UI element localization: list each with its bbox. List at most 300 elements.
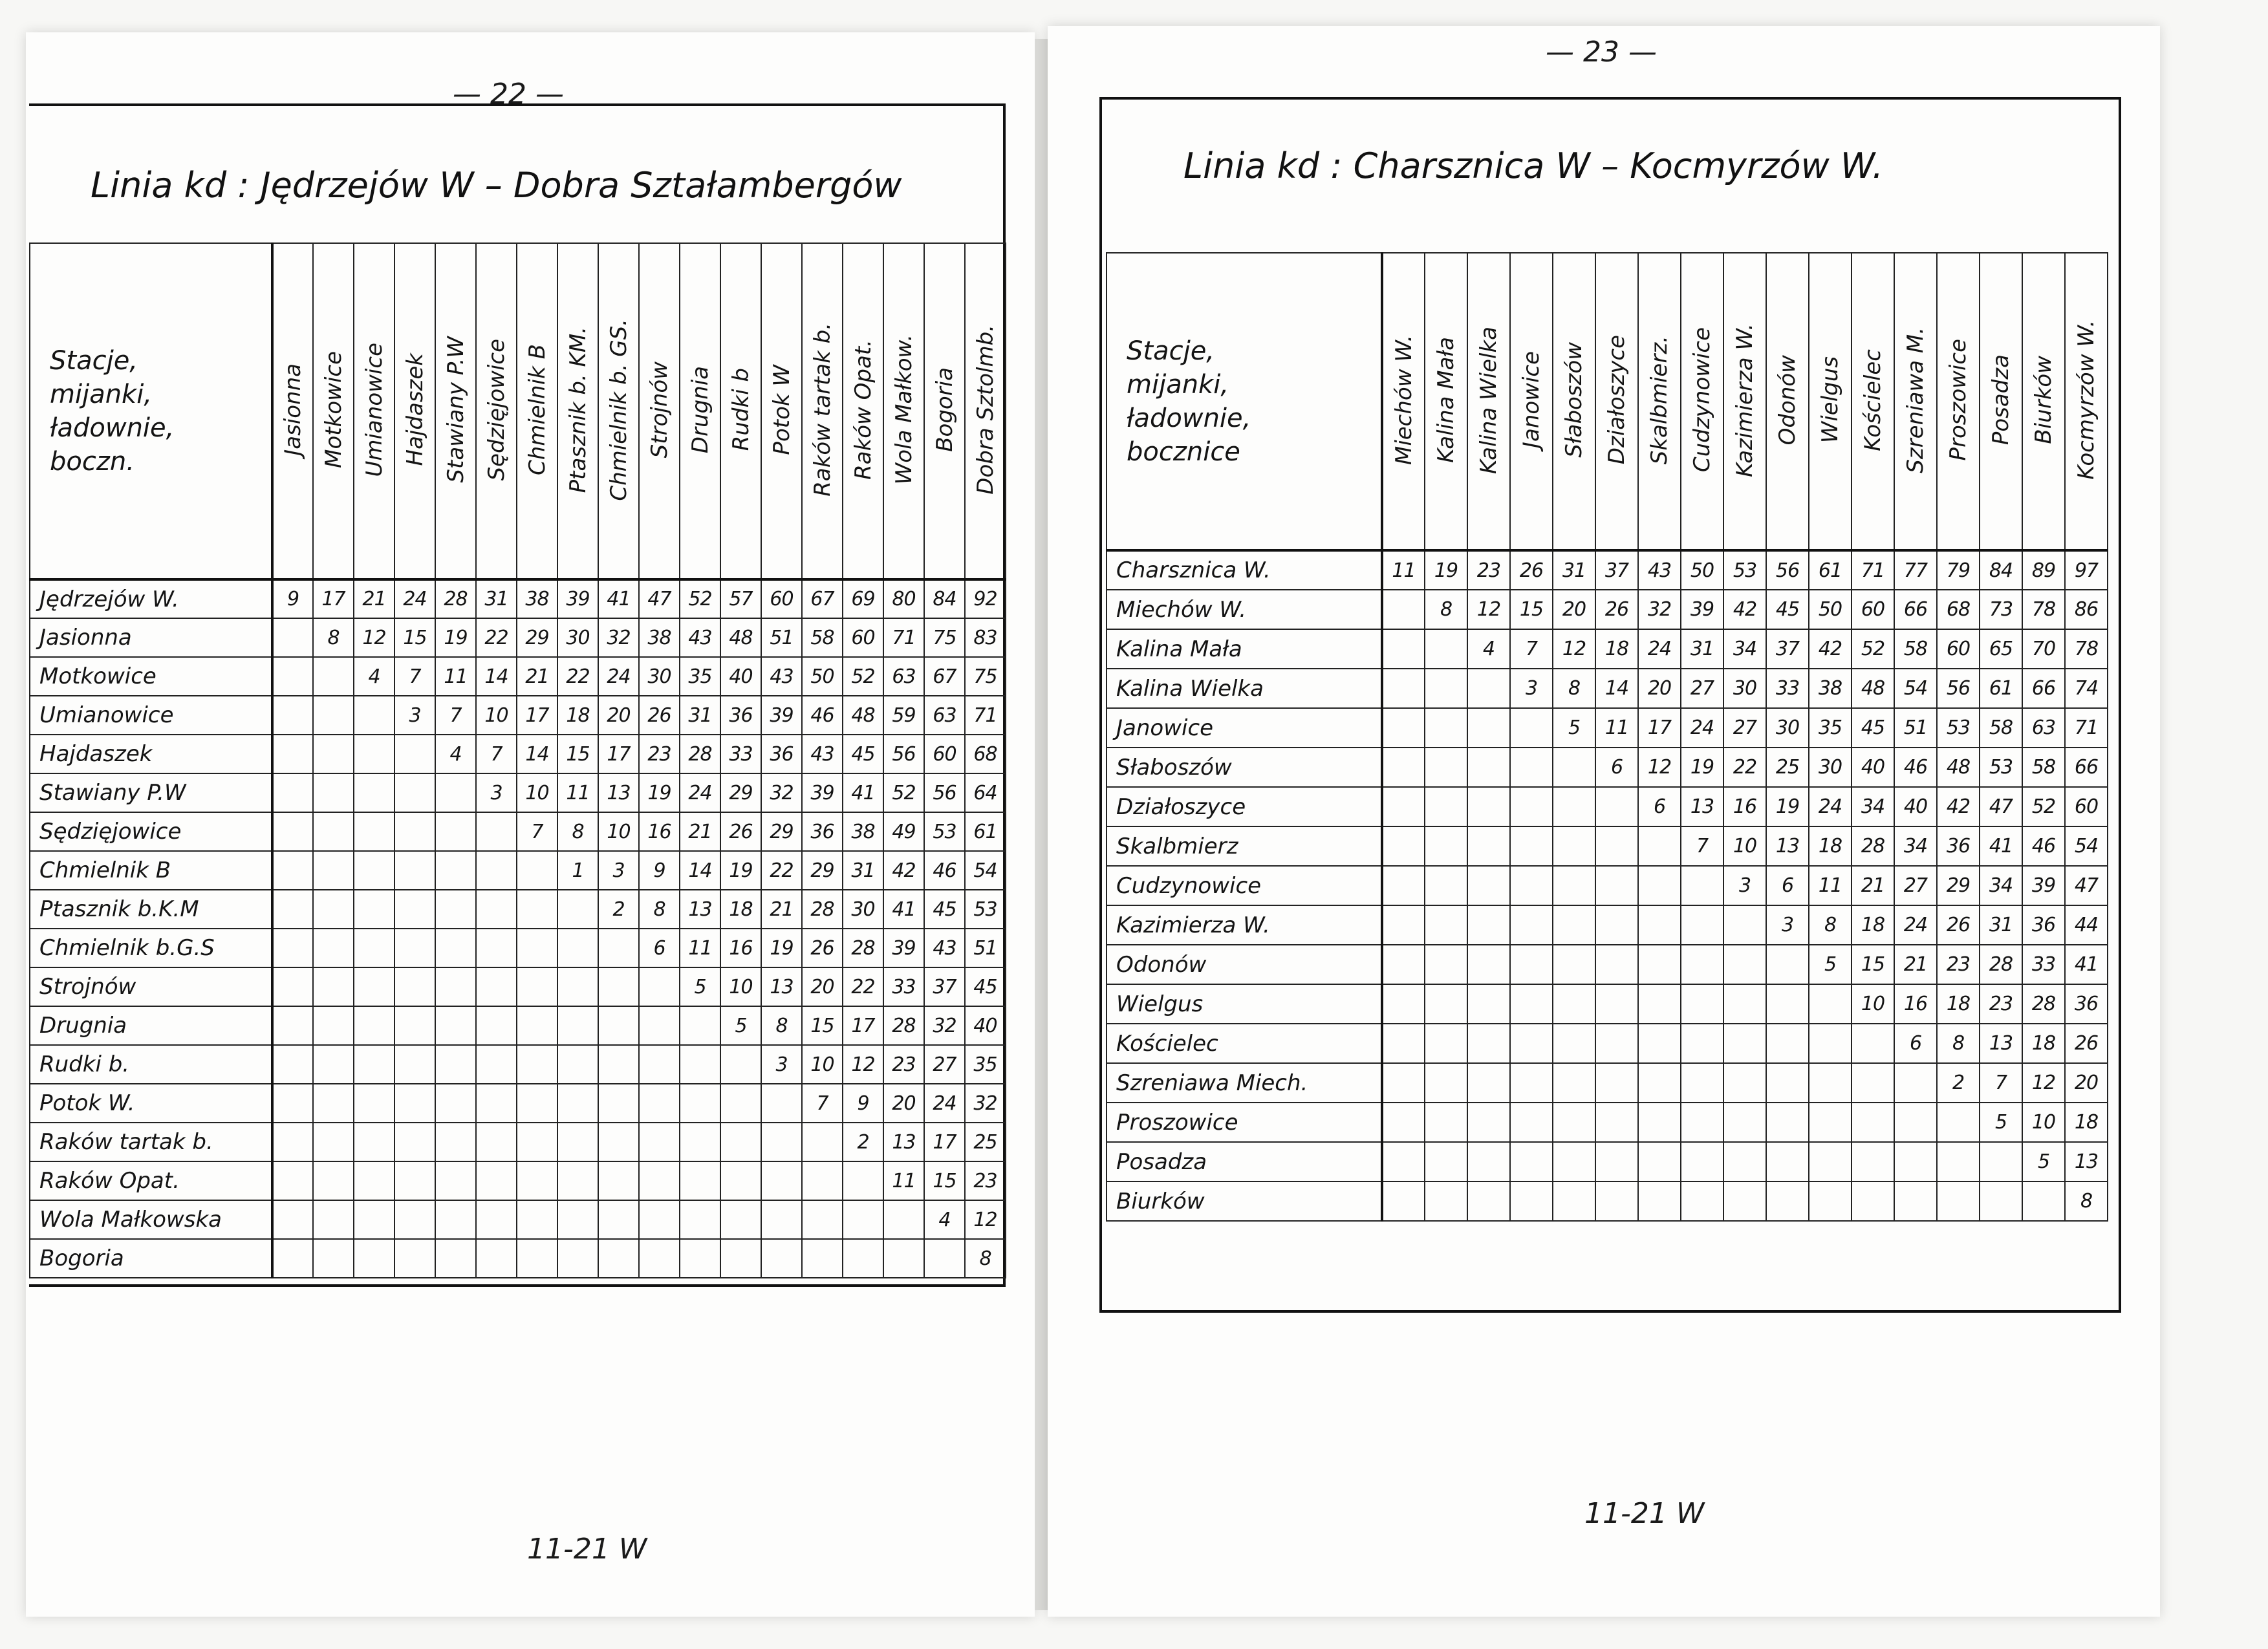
- empty-cell: [761, 1200, 802, 1239]
- distance-cell: 43: [1638, 550, 1681, 590]
- distance-cell: 39: [883, 929, 924, 967]
- empty-cell: [313, 773, 354, 812]
- empty-cell: [1510, 748, 1553, 787]
- distance-cell: 35: [680, 657, 720, 696]
- empty-cell: [313, 696, 354, 735]
- empty-cell: [1467, 787, 1510, 826]
- distance-cell: 5: [1980, 1103, 2022, 1142]
- table-row: [30, 1006, 1006, 1045]
- empty-cell: [435, 1239, 476, 1278]
- empty-cell: [1638, 984, 1681, 1024]
- distance-cell: 24: [1638, 629, 1681, 669]
- empty-cell: [1809, 1063, 1852, 1103]
- distance-cell: 71: [965, 696, 1006, 735]
- column-header: [883, 243, 924, 579]
- distance-cell: 46: [2022, 826, 2065, 866]
- distance-cell: 24: [924, 1084, 965, 1123]
- distance-cell: 15: [557, 735, 598, 773]
- distance-cell: 63: [883, 657, 924, 696]
- table-row: [1107, 1063, 2108, 1103]
- distance-cell: 52: [883, 773, 924, 812]
- column-header: [598, 243, 639, 579]
- empty-cell: [517, 929, 557, 967]
- empty-cell: [1553, 826, 1595, 866]
- distance-cell: 29: [1937, 866, 1980, 905]
- distance-cell: 19: [1425, 550, 1467, 590]
- empty-cell: [1467, 905, 1510, 945]
- empty-cell: [435, 1045, 476, 1084]
- empty-cell: [1809, 1142, 1852, 1181]
- distance-cell: 15: [1852, 945, 1894, 984]
- distance-cell: 6: [1595, 748, 1638, 787]
- empty-cell: [1382, 945, 1425, 984]
- column-header: [517, 243, 557, 579]
- empty-cell: [476, 1239, 517, 1278]
- distance-cell: 18: [557, 696, 598, 735]
- distance-cell: 35: [965, 1045, 1006, 1084]
- empty-cell: [394, 735, 435, 773]
- column-header-label: Chmielnik B: [524, 343, 550, 476]
- distance-cell: 25: [1766, 748, 1809, 787]
- distance-cell: 5: [1553, 708, 1595, 748]
- distance-cell: 11: [1595, 708, 1638, 748]
- distance-cell: 46: [924, 851, 965, 890]
- row-station-name: Działoszyce: [1107, 787, 1382, 826]
- empty-cell: [435, 1200, 476, 1239]
- empty-cell: [313, 929, 354, 967]
- empty-cell: [1766, 1181, 1809, 1221]
- empty-cell: [557, 890, 598, 929]
- distance-cell: 75: [965, 657, 1006, 696]
- empty-cell: [1425, 984, 1467, 1024]
- row-station-name: Umianowice: [30, 696, 272, 735]
- distance-cell: 20: [1638, 669, 1681, 708]
- column-header: [924, 243, 965, 579]
- distance-cell: 64: [965, 773, 1006, 812]
- distance-cell: 41: [2065, 945, 2108, 984]
- distance-cell: 21: [680, 812, 720, 851]
- distance-cell: 43: [802, 735, 843, 773]
- row-station-name: Kościelec: [1107, 1024, 1382, 1063]
- empty-cell: [1553, 1103, 1595, 1142]
- distance-cell: 78: [2022, 590, 2065, 629]
- distance-cell: 18: [1809, 826, 1852, 866]
- row-station-name: Kalina Wielka: [1107, 669, 1382, 708]
- row-station-name: Chmielnik B: [30, 851, 272, 890]
- empty-cell: [517, 890, 557, 929]
- empty-cell: [1766, 1024, 1809, 1063]
- empty-cell: [1382, 590, 1425, 629]
- empty-cell: [1638, 905, 1681, 945]
- empty-cell: [557, 1200, 598, 1239]
- empty-cell: [802, 1200, 843, 1239]
- empty-cell: [1595, 984, 1638, 1024]
- column-header-label: Kalina Wielka: [1476, 326, 1502, 474]
- distance-cell: 16: [720, 929, 761, 967]
- empty-cell: [1467, 945, 1510, 984]
- column-header: [2065, 253, 2108, 550]
- distance-cell: 31: [1553, 550, 1595, 590]
- distance-cell: 52: [2022, 787, 2065, 826]
- empty-cell: [1937, 1103, 1980, 1142]
- column-header-label: Potok W: [768, 364, 795, 455]
- empty-cell: [883, 1200, 924, 1239]
- empty-cell: [557, 967, 598, 1006]
- row-station-name: Miechów W.: [1107, 590, 1382, 629]
- empty-cell: [435, 851, 476, 890]
- empty-cell: [1638, 945, 1681, 984]
- empty-cell: [354, 851, 394, 890]
- row-station-name: Kazimierza W.: [1107, 905, 1382, 945]
- distance-cell: 29: [720, 773, 761, 812]
- distance-cell: 8: [1425, 590, 1467, 629]
- column-header-label: Motkowice: [320, 351, 347, 468]
- distance-cell: 56: [1937, 669, 1980, 708]
- empty-cell: [517, 851, 557, 890]
- empty-cell: [272, 1161, 313, 1200]
- distance-cell: 28: [435, 579, 476, 618]
- distance-cell: 24: [680, 773, 720, 812]
- left-distance-table: [29, 242, 1006, 1278]
- column-header-label: Kazimierza W.: [1732, 323, 1758, 477]
- distance-cell: 23: [1980, 984, 2022, 1024]
- distance-cell: 15: [802, 1006, 843, 1045]
- empty-cell: [1852, 1142, 1894, 1181]
- distance-cell: 5: [1809, 945, 1852, 984]
- distance-cell: 15: [1510, 590, 1553, 629]
- distance-cell: 48: [1852, 669, 1894, 708]
- distance-cell: 3: [394, 696, 435, 735]
- empty-cell: [720, 1239, 761, 1278]
- distance-cell: 17: [1638, 708, 1681, 748]
- distance-cell: 47: [2065, 866, 2108, 905]
- row-station-name: Charsznica W.: [1107, 550, 1382, 590]
- distance-cell: 31: [1681, 629, 1723, 669]
- empty-cell: [598, 1045, 639, 1084]
- distance-cell: 8: [761, 1006, 802, 1045]
- distance-cell: 13: [1681, 787, 1723, 826]
- distance-cell: 28: [883, 1006, 924, 1045]
- row-station-name: Biurków: [1107, 1181, 1382, 1221]
- table-row: [30, 579, 1006, 618]
- distance-cell: 26: [720, 812, 761, 851]
- empty-cell: [1595, 826, 1638, 866]
- empty-cell: [272, 929, 313, 967]
- empty-cell: [557, 929, 598, 967]
- distance-cell: 3: [1766, 905, 1809, 945]
- distance-cell: 41: [598, 579, 639, 618]
- column-header-label: Chmielnik b. GS.: [605, 318, 632, 501]
- empty-cell: [1382, 1103, 1425, 1142]
- distance-cell: 42: [1809, 629, 1852, 669]
- row-station-name: Hajdaszek: [30, 735, 272, 773]
- column-header: [843, 243, 883, 579]
- distance-cell: 12: [965, 1200, 1006, 1239]
- distance-cell: 10: [802, 1045, 843, 1084]
- empty-cell: [313, 1084, 354, 1123]
- empty-cell: [313, 1239, 354, 1278]
- empty-cell: [1467, 1142, 1510, 1181]
- empty-cell: [598, 929, 639, 967]
- table-row: [1107, 1103, 2108, 1142]
- empty-cell: [1467, 866, 1510, 905]
- empty-cell: [1553, 1181, 1595, 1221]
- distance-cell: 40: [1852, 748, 1894, 787]
- empty-cell: [1510, 1181, 1553, 1221]
- empty-cell: [476, 890, 517, 929]
- distance-cell: 54: [1894, 669, 1937, 708]
- distance-cell: 78: [2065, 629, 2108, 669]
- distance-cell: 24: [394, 579, 435, 618]
- distance-cell: 7: [1980, 1063, 2022, 1103]
- empty-cell: [272, 890, 313, 929]
- column-header-label: Działoszyce: [1604, 335, 1630, 465]
- empty-cell: [1852, 1181, 1894, 1221]
- distance-cell: 41: [1980, 826, 2022, 866]
- table-row: [1107, 550, 2108, 590]
- right-corner-label: [1107, 253, 1382, 550]
- distance-cell: 17: [843, 1006, 883, 1045]
- empty-cell: [639, 1045, 680, 1084]
- distance-cell: 80: [883, 579, 924, 618]
- empty-cell: [394, 1084, 435, 1123]
- column-header-label: Miechów W.: [1390, 334, 1417, 465]
- distance-cell: 5: [680, 967, 720, 1006]
- distance-cell: 40: [1894, 787, 1937, 826]
- distance-cell: 8: [557, 812, 598, 851]
- empty-cell: [1425, 905, 1467, 945]
- empty-cell: [1510, 708, 1553, 748]
- distance-cell: 32: [924, 1006, 965, 1045]
- row-station-name: Wielgus: [1107, 984, 1382, 1024]
- distance-cell: 52: [1852, 629, 1894, 669]
- empty-cell: [272, 1045, 313, 1084]
- empty-cell: [1681, 1024, 1723, 1063]
- distance-cell: 53: [1723, 550, 1766, 590]
- distance-cell: 45: [965, 967, 1006, 1006]
- distance-cell: 42: [883, 851, 924, 890]
- distance-cell: 29: [802, 851, 843, 890]
- empty-cell: [313, 657, 354, 696]
- distance-cell: 7: [476, 735, 517, 773]
- distance-cell: 11: [1382, 550, 1425, 590]
- distance-cell: 40: [965, 1006, 1006, 1045]
- distance-cell: 48: [720, 618, 761, 657]
- empty-cell: [1766, 1142, 1809, 1181]
- empty-cell: [1595, 1024, 1638, 1063]
- row-station-name: Raków Opat.: [30, 1161, 272, 1200]
- empty-cell: [1681, 1063, 1723, 1103]
- distance-cell: 50: [1681, 550, 1723, 590]
- distance-cell: 37: [1595, 550, 1638, 590]
- empty-cell: [394, 1123, 435, 1161]
- distance-cell: 45: [1766, 590, 1809, 629]
- distance-cell: 28: [1980, 945, 2022, 984]
- distance-cell: 60: [2065, 787, 2108, 826]
- distance-cell: 67: [924, 657, 965, 696]
- empty-cell: [354, 890, 394, 929]
- distance-cell: 12: [354, 618, 394, 657]
- empty-cell: [1553, 905, 1595, 945]
- distance-cell: 11: [680, 929, 720, 967]
- distance-cell: 31: [680, 696, 720, 735]
- empty-cell: [1723, 1024, 1766, 1063]
- distance-cell: 52: [680, 579, 720, 618]
- distance-cell: 60: [924, 735, 965, 773]
- distance-cell: 33: [720, 735, 761, 773]
- row-station-name: Potok W.: [30, 1084, 272, 1123]
- empty-cell: [1595, 866, 1638, 905]
- empty-cell: [1553, 1142, 1595, 1181]
- distance-cell: 56: [883, 735, 924, 773]
- empty-cell: [680, 1006, 720, 1045]
- distance-cell: 50: [1809, 590, 1852, 629]
- left-footer-code: 11-21 W: [527, 1533, 647, 1566]
- column-header-label: Raków Opat.: [850, 339, 876, 480]
- distance-cell: 9: [639, 851, 680, 890]
- empty-cell: [272, 657, 313, 696]
- distance-cell: 26: [2065, 1024, 2108, 1063]
- distance-cell: 9: [843, 1084, 883, 1123]
- column-header-label: Biurków: [2031, 356, 2057, 444]
- empty-cell: [476, 1161, 517, 1200]
- empty-cell: [1553, 866, 1595, 905]
- empty-cell: [394, 967, 435, 1006]
- distance-cell: 21: [1852, 866, 1894, 905]
- distance-cell: 18: [1852, 905, 1894, 945]
- row-station-name: Cudzynowice: [1107, 866, 1382, 905]
- distance-cell: 45: [843, 735, 883, 773]
- distance-cell: 21: [517, 657, 557, 696]
- row-station-name: Szreniawa Miech.: [1107, 1063, 1382, 1103]
- row-station-name: Odonów: [1107, 945, 1382, 984]
- distance-cell: 31: [843, 851, 883, 890]
- empty-cell: [557, 1006, 598, 1045]
- table-row: [1107, 826, 2108, 866]
- empty-cell: [843, 1161, 883, 1200]
- distance-cell: 61: [965, 812, 1006, 851]
- distance-cell: 30: [639, 657, 680, 696]
- empty-cell: [1425, 1103, 1467, 1142]
- empty-cell: [1595, 1063, 1638, 1103]
- distance-cell: 15: [394, 618, 435, 657]
- column-header: [1467, 253, 1510, 550]
- row-station-name: Słaboszów: [1107, 748, 1382, 787]
- distance-cell: 7: [435, 696, 476, 735]
- corner-line: mijanki,: [50, 379, 153, 409]
- table-row: [30, 1045, 1006, 1084]
- distance-cell: 25: [965, 1123, 1006, 1161]
- row-station-name: Stawiany P.W: [30, 773, 272, 812]
- empty-cell: [924, 1239, 965, 1278]
- empty-cell: [761, 1084, 802, 1123]
- empty-cell: [1510, 984, 1553, 1024]
- empty-cell: [1595, 787, 1638, 826]
- table-row: [1107, 787, 2108, 826]
- distance-cell: 36: [802, 812, 843, 851]
- empty-cell: [1638, 1103, 1681, 1142]
- empty-cell: [1425, 669, 1467, 708]
- distance-cell: 7: [1510, 629, 1553, 669]
- distance-cell: 10: [476, 696, 517, 735]
- distance-cell: 30: [557, 618, 598, 657]
- distance-cell: 43: [680, 618, 720, 657]
- distance-cell: 6: [639, 929, 680, 967]
- empty-cell: [313, 967, 354, 1006]
- empty-cell: [1723, 1142, 1766, 1181]
- distance-cell: 92: [965, 579, 1006, 618]
- empty-cell: [1425, 708, 1467, 748]
- empty-cell: [557, 1239, 598, 1278]
- column-header: [1553, 253, 1595, 550]
- empty-cell: [1553, 787, 1595, 826]
- corner-line: ładownie,: [50, 413, 175, 443]
- empty-cell: [476, 1084, 517, 1123]
- empty-cell: [598, 1239, 639, 1278]
- empty-cell: [1425, 1024, 1467, 1063]
- right-distance-table: [1106, 252, 2108, 1222]
- distance-cell: 13: [680, 890, 720, 929]
- empty-cell: [1638, 826, 1681, 866]
- column-header: [476, 243, 517, 579]
- empty-cell: [1510, 945, 1553, 984]
- empty-cell: [802, 1161, 843, 1200]
- distance-cell: 54: [965, 851, 1006, 890]
- column-header: [435, 243, 476, 579]
- empty-cell: [354, 812, 394, 851]
- column-header: [1510, 253, 1553, 550]
- table-row: [1107, 905, 2108, 945]
- distance-cell: 39: [557, 579, 598, 618]
- empty-cell: [720, 1045, 761, 1084]
- right-page-number: — 23 —: [1546, 36, 1657, 69]
- distance-cell: 15: [924, 1161, 965, 1200]
- distance-cell: 28: [1852, 826, 1894, 866]
- distance-cell: 23: [1467, 550, 1510, 590]
- empty-cell: [598, 967, 639, 1006]
- empty-cell: [354, 1161, 394, 1200]
- row-station-name: Motkowice: [30, 657, 272, 696]
- empty-cell: [476, 929, 517, 967]
- column-header: [1980, 253, 2022, 550]
- distance-cell: 20: [883, 1084, 924, 1123]
- empty-cell: [720, 1161, 761, 1200]
- distance-cell: 18: [2022, 1024, 2065, 1063]
- distance-cell: 84: [924, 579, 965, 618]
- row-station-name: Janowice: [1107, 708, 1382, 748]
- distance-cell: 23: [1937, 945, 1980, 984]
- column-header-label: Strojnów: [646, 361, 673, 458]
- distance-cell: 50: [802, 657, 843, 696]
- empty-cell: [394, 1239, 435, 1278]
- distance-cell: 12: [1467, 590, 1510, 629]
- empty-cell: [1425, 1181, 1467, 1221]
- empty-cell: [1382, 1024, 1425, 1063]
- empty-cell: [1425, 826, 1467, 866]
- distance-cell: 43: [761, 657, 802, 696]
- empty-cell: [1681, 905, 1723, 945]
- column-header-label: Kocmyrzów W.: [2073, 320, 2099, 480]
- empty-cell: [1467, 826, 1510, 866]
- empty-cell: [1510, 1103, 1553, 1142]
- empty-cell: [476, 851, 517, 890]
- empty-cell: [598, 1200, 639, 1239]
- empty-cell: [720, 1200, 761, 1239]
- distance-cell: 33: [883, 967, 924, 1006]
- empty-cell: [1595, 1181, 1638, 1221]
- empty-cell: [517, 967, 557, 1006]
- empty-cell: [1425, 1063, 1467, 1103]
